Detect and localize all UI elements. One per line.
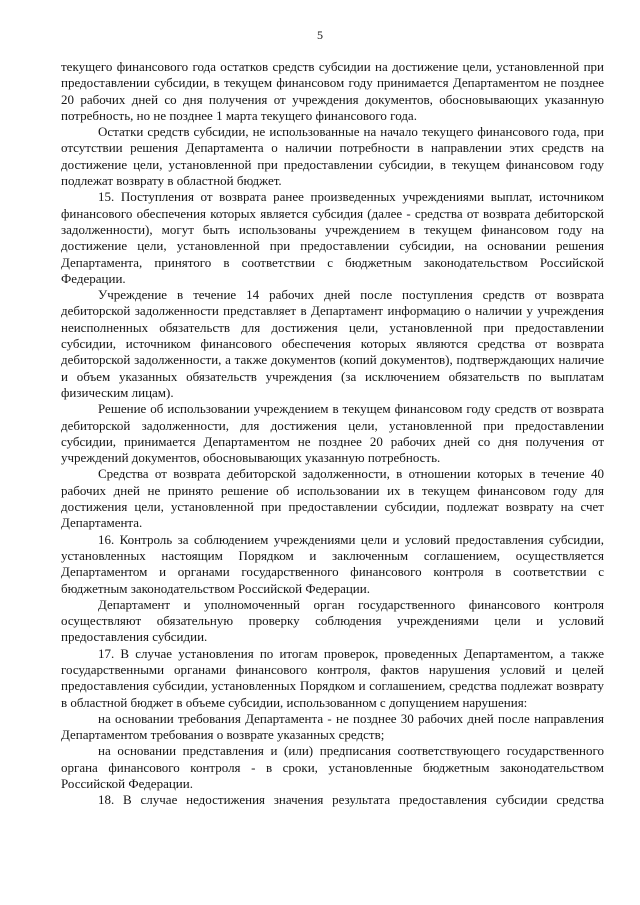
paragraph-continuation: текущего финансового года остатков средств субсидии на достижение цели, установленной при предоставлении субсидии, в текущем финансовом году принимается Департаментом не позднее 20 рабочих дней со дня получения от учреждения документов, обосновывающих указанную потребность, но не позднее 1 марта текущего финансового года. (61, 59, 604, 123)
document-body (61, 59, 604, 809)
paragraph-item-15: 15. Поступления от возврата ранее произведенных учреждениями выплат, источником финансового обеспечения которых является субсидия (далее - средства от возврата дебиторской задолженности), могут быть использованы учреждением в текущем финансовом году на достижение цели, установленной при предоставлении субсидии, на основании решения Департамента, принятого в соответствии с бюджетным законодательством Российской Федерации. (61, 189, 604, 286)
paragraph-item-18: 18. В случае недостижения значения результата предоставления субсидии средства (98, 792, 604, 808)
paragraph-usage-decision: Решение об использовании учреждением в текущем финансовом году средств от возврата дебиторской задолженности, для достижения цели, установленной при предоставлении субсидии, принимается Департаментом не позднее 20 рабочих дней со дня получения от учреждений документов, обосновывающих указанную потребность. (61, 401, 604, 466)
paragraph-item-16: 16. Контроль за соблюдением учреждениями цели и условий предоставления субсидии, установленных настоящим Порядком и заключенным соглашением, осуществляется Департаментом и органами государственного финансового контроля в соответствии с бюджетным законодательством Российской Федерации. (61, 531, 604, 596)
paragraph-mandatory-check: Департамент и уполномоченный орган государственного финансового контроля осуществляют обязательную проверку соблюдения учреждениями цели и условий предоставления субсидии. (61, 596, 604, 645)
paragraph-department-demand: на основании требования Департамента - не позднее 30 рабочих дней после направления Департаментом требования о возврате указанных средств; (61, 710, 604, 743)
paragraph-control-body-order: на основании представления и (или) предписания соответствующего государственного органа финансового контроля - в сроки, установленные бюджетным законодательством Российской Федерации. (61, 743, 604, 792)
paragraph-return-funds: Средства от возврата дебиторской задолженности, в отношении которых в течение 40 рабочих дней не принято решение об использовании их в текущем финансовом году для достижения цели, установленной при предоставлении субсидии, подлежат возврату на счет Департамента. (61, 466, 604, 531)
paragraph-subsidy-remainders: Остатки средств субсидии, не использованные на начало текущего финансового года, при отсутствии решения Департамента о наличии потребности в направлении этих средств на достижение цели, установленной при предоставлении субсидии, в текущем финансовом году подлежат возврату в областной бюджет. (61, 124, 604, 189)
page-number: 5 (317, 28, 323, 42)
paragraph-institution-report: Учреждение в течение 14 рабочих дней после поступления средств от возврата дебиторской задолженности представляет в Департамент информацию о наличии у учреждения неисполненных обязательств для достижения цели, установленной при предоставлении субсидии, источником финансового обеспечения которых являются средства от возврата дебиторской задолженности, а также документов (копий документов), подтверждающих наличие и объем указанных обязательств учреждения (за исключением обязательств по выплатам физическим лицам). (61, 287, 604, 400)
paragraph-item-17: 17. В случае установления по итогам проверок, проведенных Департаментом, а также государственными органами финансового контроля, фактов нарушения условий и целей предоставления субсидии, установленных Порядком и соглашением, средства подлежат возврату в областной бюджет в объеме субсидии, использованном с допущением нарушения: (61, 645, 604, 710)
